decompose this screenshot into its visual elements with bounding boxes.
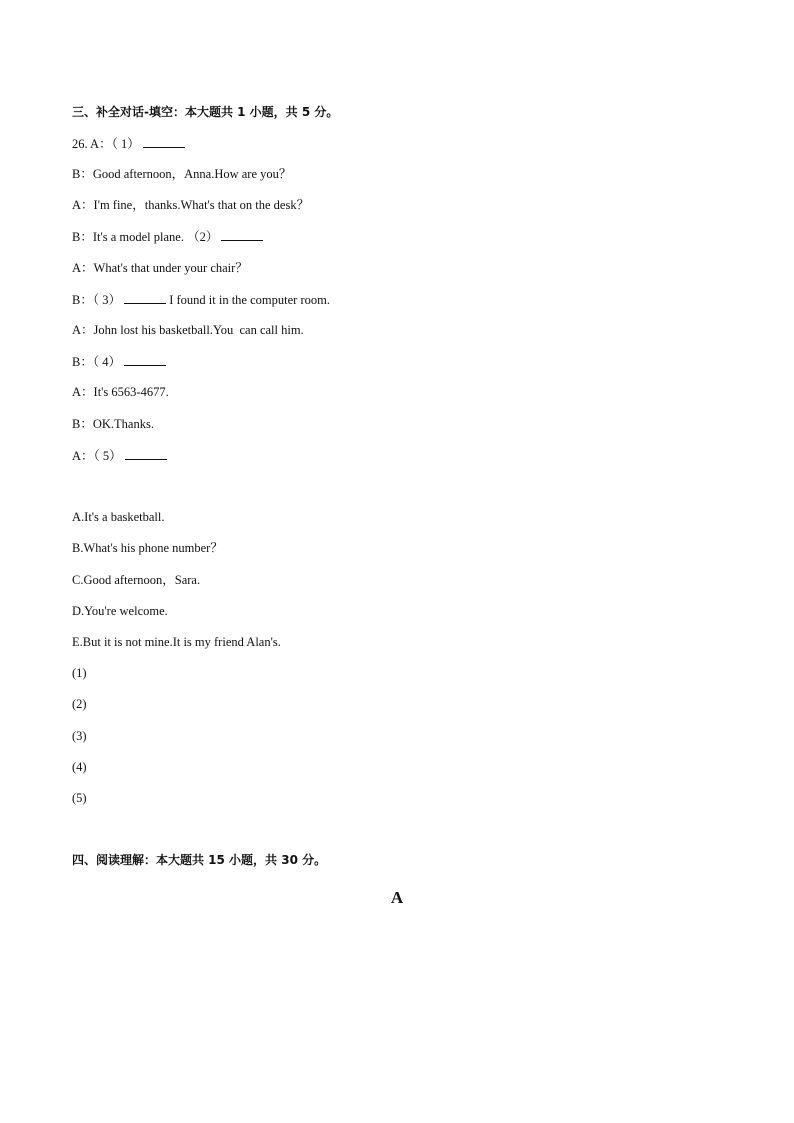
- dialogue-line-9: A：It's 6563-4677.: [72, 385, 169, 399]
- section-3-heading: 三、补全对话-填空：本大题共 1 小题，共 5 分。: [72, 105, 339, 119]
- dialogue-text: B：（ 3）: [72, 293, 125, 307]
- dialogue-line-10: B：OK.Thanks.: [72, 417, 154, 431]
- dialogue-line-5: A：What's that under your chair？: [72, 261, 248, 275]
- answer-blank-1: [143, 135, 185, 148]
- dialogue-text: 26. A：（ 1）: [72, 137, 143, 151]
- dialogue-text: B：It's a model plane. （2）: [72, 230, 222, 244]
- option-c: C.Good afternoon，Sara.: [72, 573, 201, 587]
- dialogue-line-11: [72, 447, 167, 464]
- answer-blank-3: [124, 291, 166, 304]
- answer-blank-5: [125, 447, 167, 460]
- dialogue-text: A：（ 5）: [72, 449, 125, 463]
- dialogue-line-6: [72, 291, 330, 308]
- dialogue-line-4: [72, 228, 263, 245]
- dialogue-text: B：（ 4）: [72, 355, 125, 369]
- dialogue-line-2: B：Good afternoon，Anna.How are you？: [72, 167, 292, 181]
- dialogue-line-1: [72, 135, 185, 152]
- answer-label-3: (3): [72, 729, 87, 743]
- passage-title: A: [390, 888, 404, 907]
- dialogue-text-after: I found it in the computer room.: [166, 293, 330, 307]
- option-e: E.But it is not mine.It is my friend Alan's.: [72, 635, 281, 649]
- option-d: D.You're welcome.: [72, 604, 168, 618]
- answer-label-2: (2): [72, 697, 87, 711]
- section-4-heading: 四、阅读理解：本大题共 15 小题，共 30 分。: [72, 853, 327, 867]
- dialogue-line-7: A：John lost his basketball.You can call him.: [72, 323, 304, 337]
- dialogue-line-3: A：I'm fine，thanks.What's that on the desk？: [72, 198, 310, 212]
- answer-label-1: (1): [72, 666, 87, 680]
- answer-blank-2: [221, 228, 263, 241]
- answer-label-4: (4): [72, 760, 87, 774]
- dialogue-line-8: [72, 353, 166, 370]
- option-b: B.What's his phone number？: [72, 541, 223, 555]
- answer-label-5: (5): [72, 791, 87, 805]
- option-a: A.It's a basketball.: [72, 510, 165, 524]
- answer-blank-4: [124, 353, 166, 366]
